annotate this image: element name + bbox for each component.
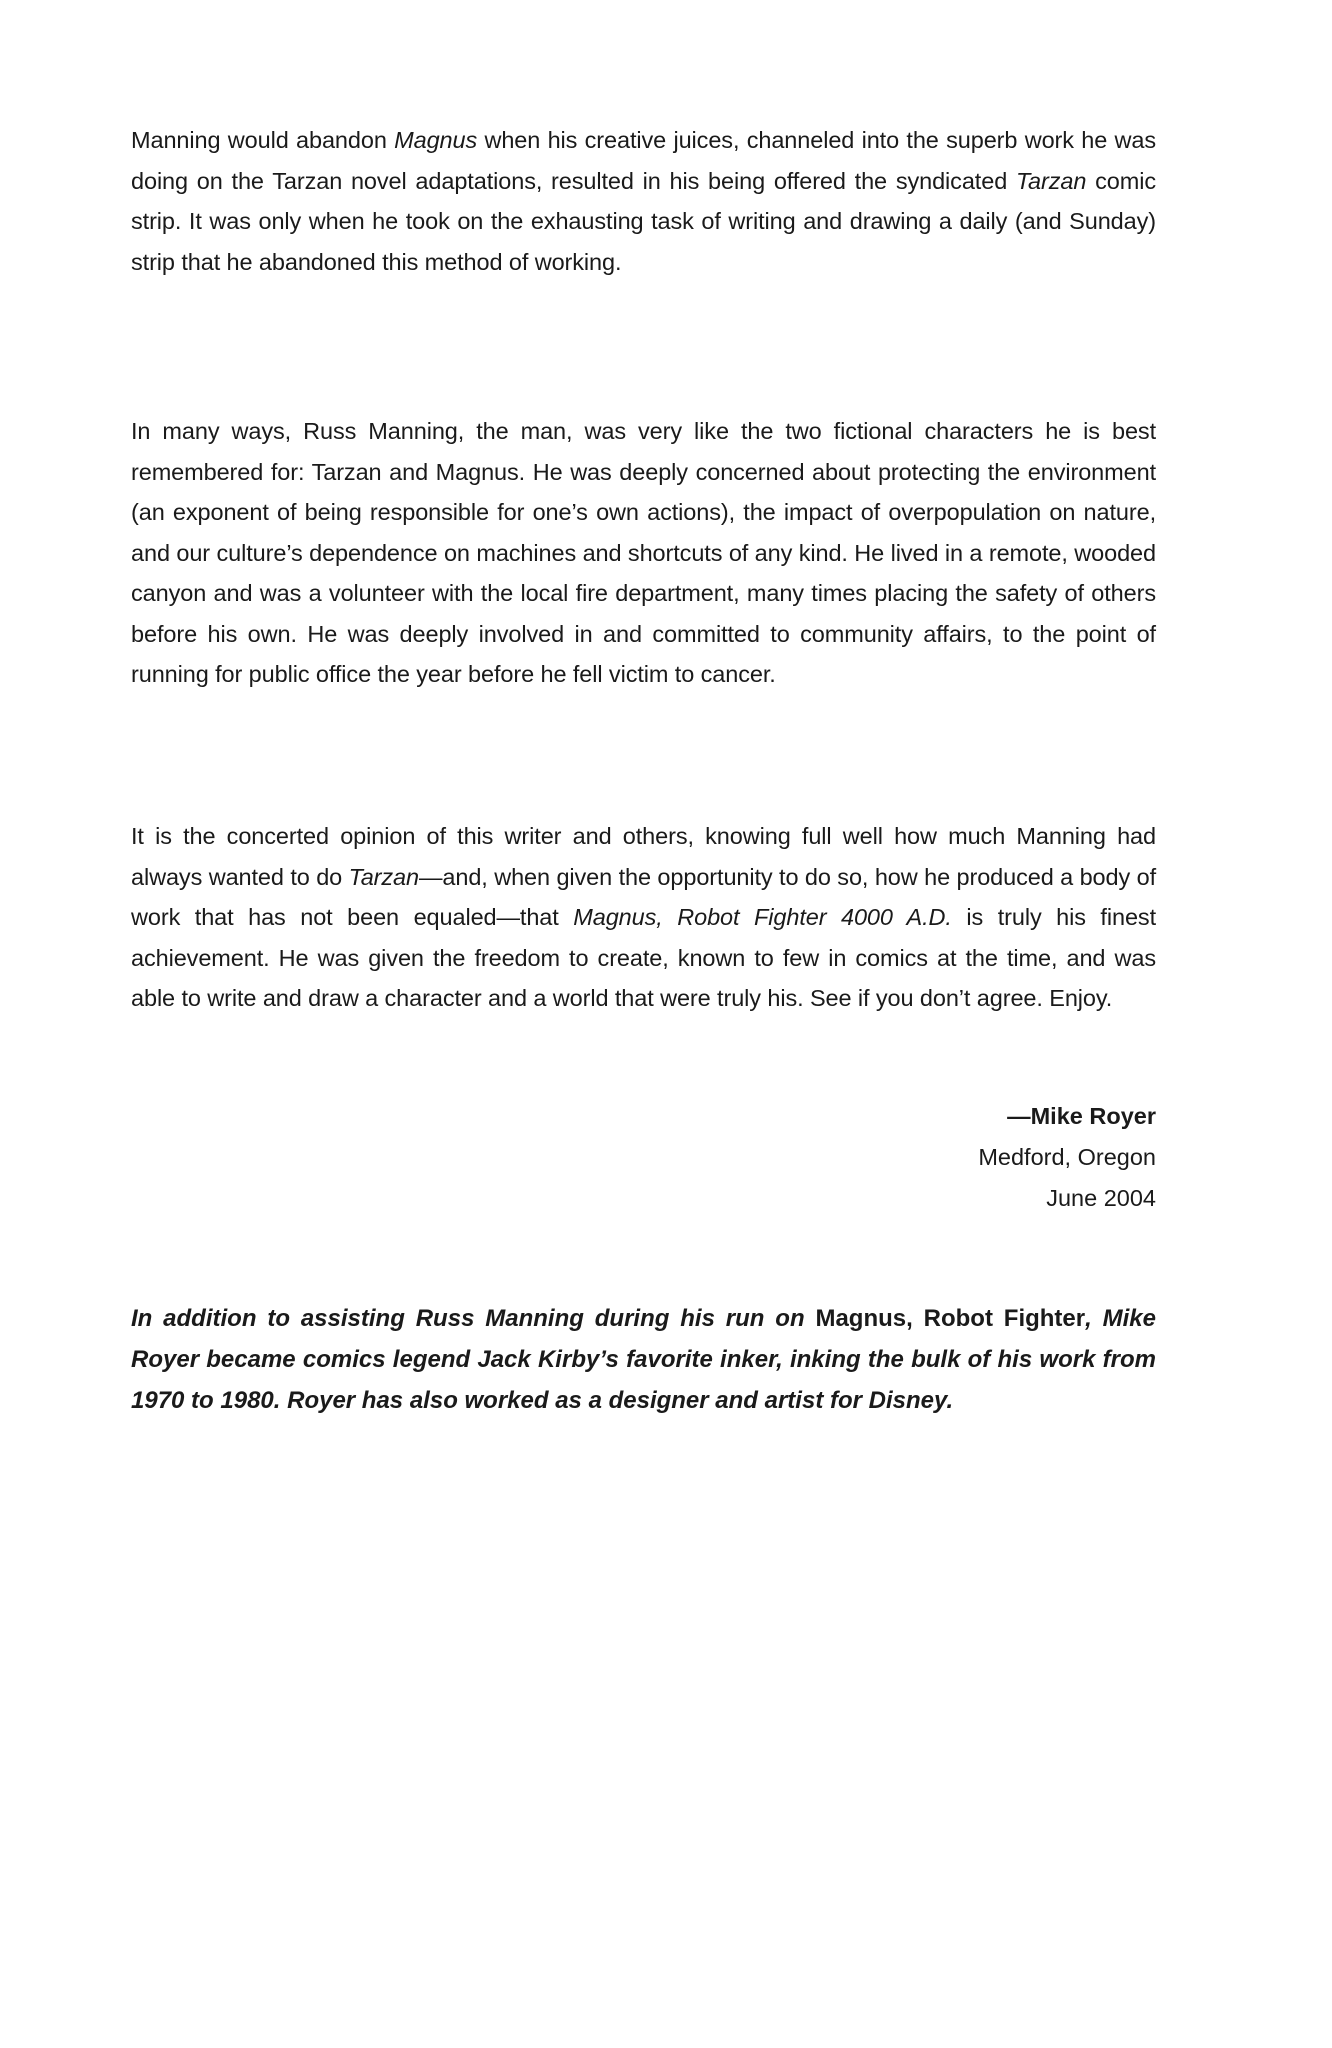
paragraph-3 xyxy=(131,816,1156,1019)
italic-title: Magnus, Robot Fighter 4000 A.D. xyxy=(573,904,952,930)
text-segment: when his creative juices, channeled into the superb work he was doing on the Tarzan novel adaptations, resulted in his being offered the syndicated xyxy=(131,127,1156,194)
signature-date: June 2004 xyxy=(1046,1185,1156,1211)
text-segment: In addition to assisting Russ Manning during his run on xyxy=(131,1305,816,1332)
italic-title: Tarzan xyxy=(348,863,419,890)
text-segment: Manning would abandon xyxy=(131,127,395,153)
text-segment: comic strip. It was only when he took on the exhausting task of writing and drawing a daily (and Sunday) strip that he abandoned this method of working. xyxy=(131,167,1156,275)
text-segment: It is the concerted opinion of this writer and others, knowing full well how much Manning had always wanted to do xyxy=(131,823,1156,890)
text-segment: is truly his finest achievement. He was given the freedom to create, known to few in comics at the time, and was able to write and draw a character and a world that were truly his. See if you don’t agree. Enjoy. xyxy=(131,904,1156,1011)
text-segment: In many ways, Russ Manning, the man, was very like the two fictional characters he is best remembered for: Tarzan and Magnus. He was deeply concerned about protecting the environment (an exponent of being responsible for one’s own actions), the impact of overpopulation on nature, and our culture’s dependence on machines and shortcuts of any kind. He lived in a remote, wooded canyon and was a volunteer with the local fire department, many times placing the safety of others before his own. He was deeply involved in and committed to community affairs, to the point of running for public office the year before he fell victim to cancer. xyxy=(131,418,1156,687)
book-title: Magnus, Robot Fighter xyxy=(815,1305,1086,1332)
text-segment: , Mike Royer became comics legend Jack Kirby’s favorite inker, inking the bulk of his work from 1970 to 1980. Royer has also worked as a designer and artist for Disney. xyxy=(131,1305,1156,1414)
text-segment: —and, when given the opportunity to do so, how he produced a body of work that has not been equaled—that xyxy=(131,863,1157,930)
author-location: Medford, Oregon xyxy=(978,1144,1156,1170)
paragraph-2 xyxy=(131,411,1156,695)
author-name: —Mike Royer xyxy=(1007,1103,1156,1129)
paragraph-1 xyxy=(131,120,1156,282)
signature-block xyxy=(978,1096,1156,1219)
author-bio xyxy=(131,1298,1156,1421)
italic-title: Magnus xyxy=(394,127,478,153)
italic-title: Tarzan xyxy=(1015,167,1087,194)
